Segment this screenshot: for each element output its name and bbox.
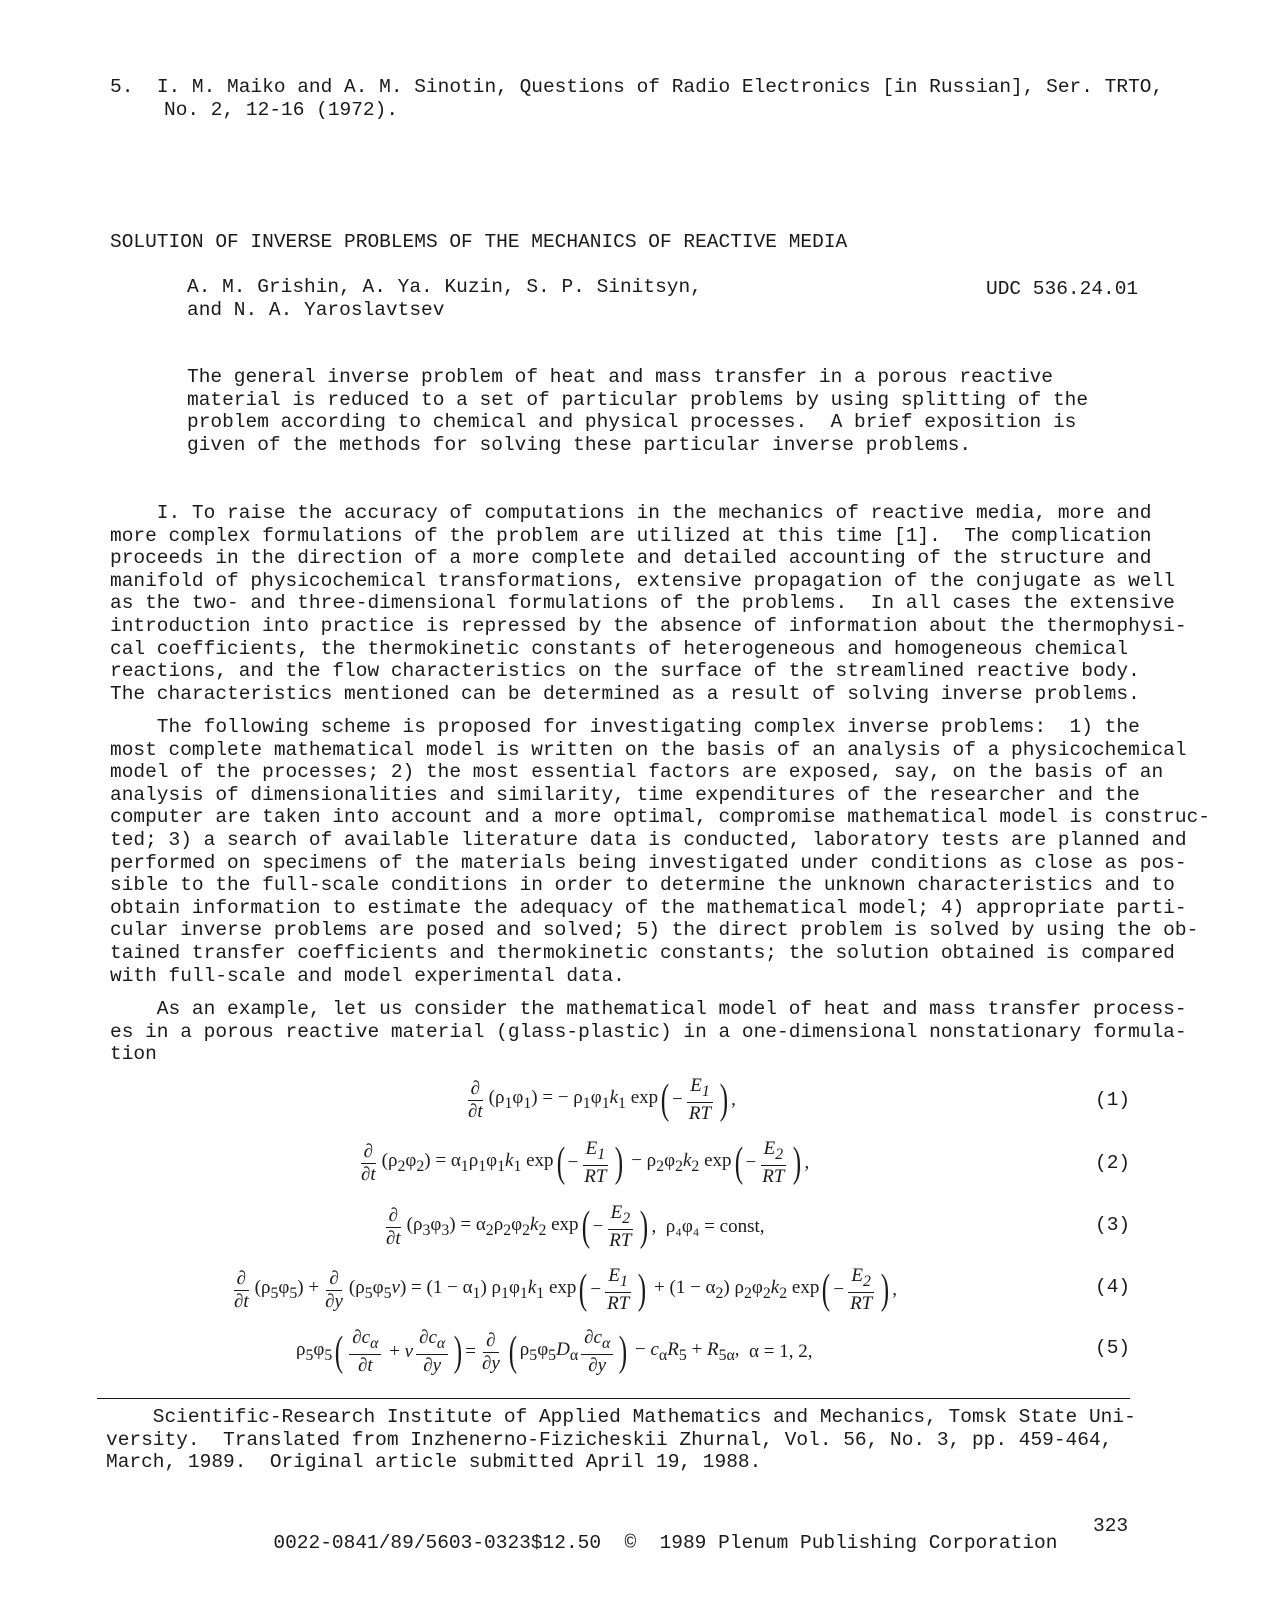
body-line: reactions, and the flow characteristics on the surface of the streamlined reactive body. [110,660,1140,683]
body-line: model of the processes; 2) the most essential factors are exposed, say, on the basis of an [110,761,1164,784]
page-footer [250,1509,1057,1554]
body-line: with full-scale and model experimental data. [110,964,625,987]
body-line: sible to the full-scale conditions in order to determine the unknown characteristics and to [110,874,1175,897]
footer-copyright: © 1989 Plenum Publishing Corporation [624,1531,1058,1554]
abstract [187,366,1088,456]
footnote-line: March, 1989. Original article submitted April 19, 1988. [106,1451,762,1474]
equation-1-number: (1) [1095,1089,1131,1111]
body-line: As an example, let us consider the mathematical model of heat and mass transfer process- [110,998,1187,1020]
body-line: cular inverse problems are posed and solved; 5) the direct problem is solved by using the ob- [110,919,1199,942]
body-line: most complete mathematical model is written on the basis of an analysis of a physicochemical [110,738,1187,761]
body-line: The characteristics mentioned can be determined as a result of solving inverse problems. [110,682,1140,705]
reference-line-1: I. M. Maiko and A. M. Sinotin, Questions of Radio Electronics [in Russian], Ser. TRTO, [156,76,1164,98]
footnote-line: versity. Translated from Inzhenerno-Fizicheskii Zhurnal, Vol. 56, No. 3, pp. 459-464, [106,1428,1113,1451]
body-line: The following scheme is proposed for investigating complex inverse problems: 1) the [110,716,1140,738]
equation-5-number: (5) [1095,1337,1131,1359]
reference-entry [110,76,1163,121]
udc-code: UDC 536.24.01 [986,278,1139,300]
abstract-line: given of the methods for solving these particular inverse problems. [187,433,972,456]
body-line: as the two- and three-dimensional formulations of the problems. In all cases the extensive [110,592,1175,615]
equation-3-tail: ρ₄φ₄ = const, [665,1216,765,1237]
body-line: performed on specimens of the materials being investigated under conditions as close as pos- [110,851,1187,874]
equation-2-number: (2) [1095,1152,1131,1174]
reference-line-2: No. 2, 12-16 (1972). [164,98,399,121]
body-line: tained transfer coefficients and thermokinetic constants; the solution obtained is compared [110,941,1175,964]
body-paragraph-1 [110,502,1187,705]
authors-block [187,276,702,321]
body-line: cal coefficients, the thermokinetic constants of heterogeneous and homogeneous chemical [110,637,1129,660]
body-line: computer are taken into account and a more optimal, compromise mathematical model is construc- [110,806,1210,829]
equation-3-number: (3) [1095,1214,1131,1236]
equation-3: $\frac{\partial}{\partial t}$ $(\rho_3\varphi_3) = \alpha_2\rho_2\varphi_2k_2$ exp ( − $\frac{E_2}{RT}$ ) , ρ₄φ₄ = const, [386,1201,765,1252]
body-paragraph-3 [110,998,1187,1066]
reference-number: 5. [110,76,134,98]
body-line: tion [110,1043,157,1066]
footnote-line: Scientific-Research Institute of Applied Mathematics and Mechanics, Tomsk State Uni- [106,1406,1136,1428]
authors-line-1: A. M. Grishin, A. Ya. Kuzin, S. P. Sinitsyn, [187,276,702,298]
body-line: analysis of dimensionalities and similarity, time expenditures of the researcher and the [110,783,1140,806]
equation-1: $\frac{\partial}{\partial t}$ $(\rho_1\varphi_1)$ = − $\rho_1\varphi_1k_1$ exp ( − $\frac{E_1}{RT}$ ) , [468,1074,736,1125]
equation-5-tail: α = 1, 2, [749,1341,813,1362]
body-line: introduction into practice is repressed by the absence of information about the thermophysi- [110,614,1187,637]
page-number: 323 [1093,1515,1129,1537]
abstract-line: problem according to chemical and physical processes. A brief exposition is [187,411,1077,434]
footer-code: 0022-0841/89/5603-0323$12.50 [273,1531,602,1554]
body-paragraph-2 [110,716,1210,987]
equation-2: $\frac{\partial}{\partial t}$ $(\rho_2\varphi_2) = \alpha_1\rho_1\varphi_1k_1$ exp ( − $\frac{E_1}{RT}$ ) − $\rho_2\varphi_2k_2$ exp ( − $\frac{E_2}{RT}$ ) , [361,1137,810,1188]
body-line: more complex formulations of the problem are utilized at this time [1]. The complication [110,524,1152,547]
equation-4-number: (4) [1095,1276,1131,1298]
body-line: I. To raise the accuracy of computations in the mechanics of reactive media, more and [110,502,1152,524]
footnote [106,1406,1136,1474]
body-line: obtain information to estimate the adequacy of the mathematical model; 4) appropriate parti- [110,896,1187,919]
equation-4: $\frac{\partial}{\partial t}$ $(\rho_5\varphi_5)$ + $\frac{\partial}{\partial y}$ $(\rho_5\varphi_5v) = (1 - \alpha_1)$ $\rho_1\varphi_1k_1$ exp ( − $\frac{E_1}{RT}$ ) + $(1 - \alpha_2)$ $\rho_2\varphi_2k_2$ exp ( − $\frac{E_2}{RT}$ ) , [234,1264,897,1315]
body-line: ted; 3) a search of available literature data is conducted, laboratory tests are planned and [110,828,1187,851]
abstract-line: The general inverse problem of heat and mass transfer in a porous reactive [187,366,1053,388]
article-title: SOLUTION OF INVERSE PROBLEMS OF THE MECHANICS OF REACTIVE MEDIA [110,231,848,253]
body-line: proceeds in the direction of a more complete and detailed accounting of the structure and [110,547,1152,570]
authors-line-2: and N. A. Yaroslavtsev [187,298,445,321]
equation-5: $\rho_5\varphi_5$ ( $\frac{\partial c_\alpha}{\partial t}$ + v $\frac{\partial c_\alpha}{\partial y}$ ) = $\frac{\partial}{\partial y}$ ( $\rho_5\varphi_5D_\alpha$ $\frac{\partial c_\alpha}{\partial y}$ ) − $c_\alpha R_5 + R_{5\alpha}$, α = 1, 2, [296,1326,813,1377]
body-line: manifold of physicochemical transformations, extensive propagation of the conjugate as well [110,569,1175,592]
abstract-line: material is reduced to a set of particular problems by using splitting of the [187,388,1089,411]
footnote-divider [97,1398,1130,1399]
body-line: es in a porous reactive material (glass-plastic) in a one-dimensional nonstationary formula- [110,1020,1187,1043]
